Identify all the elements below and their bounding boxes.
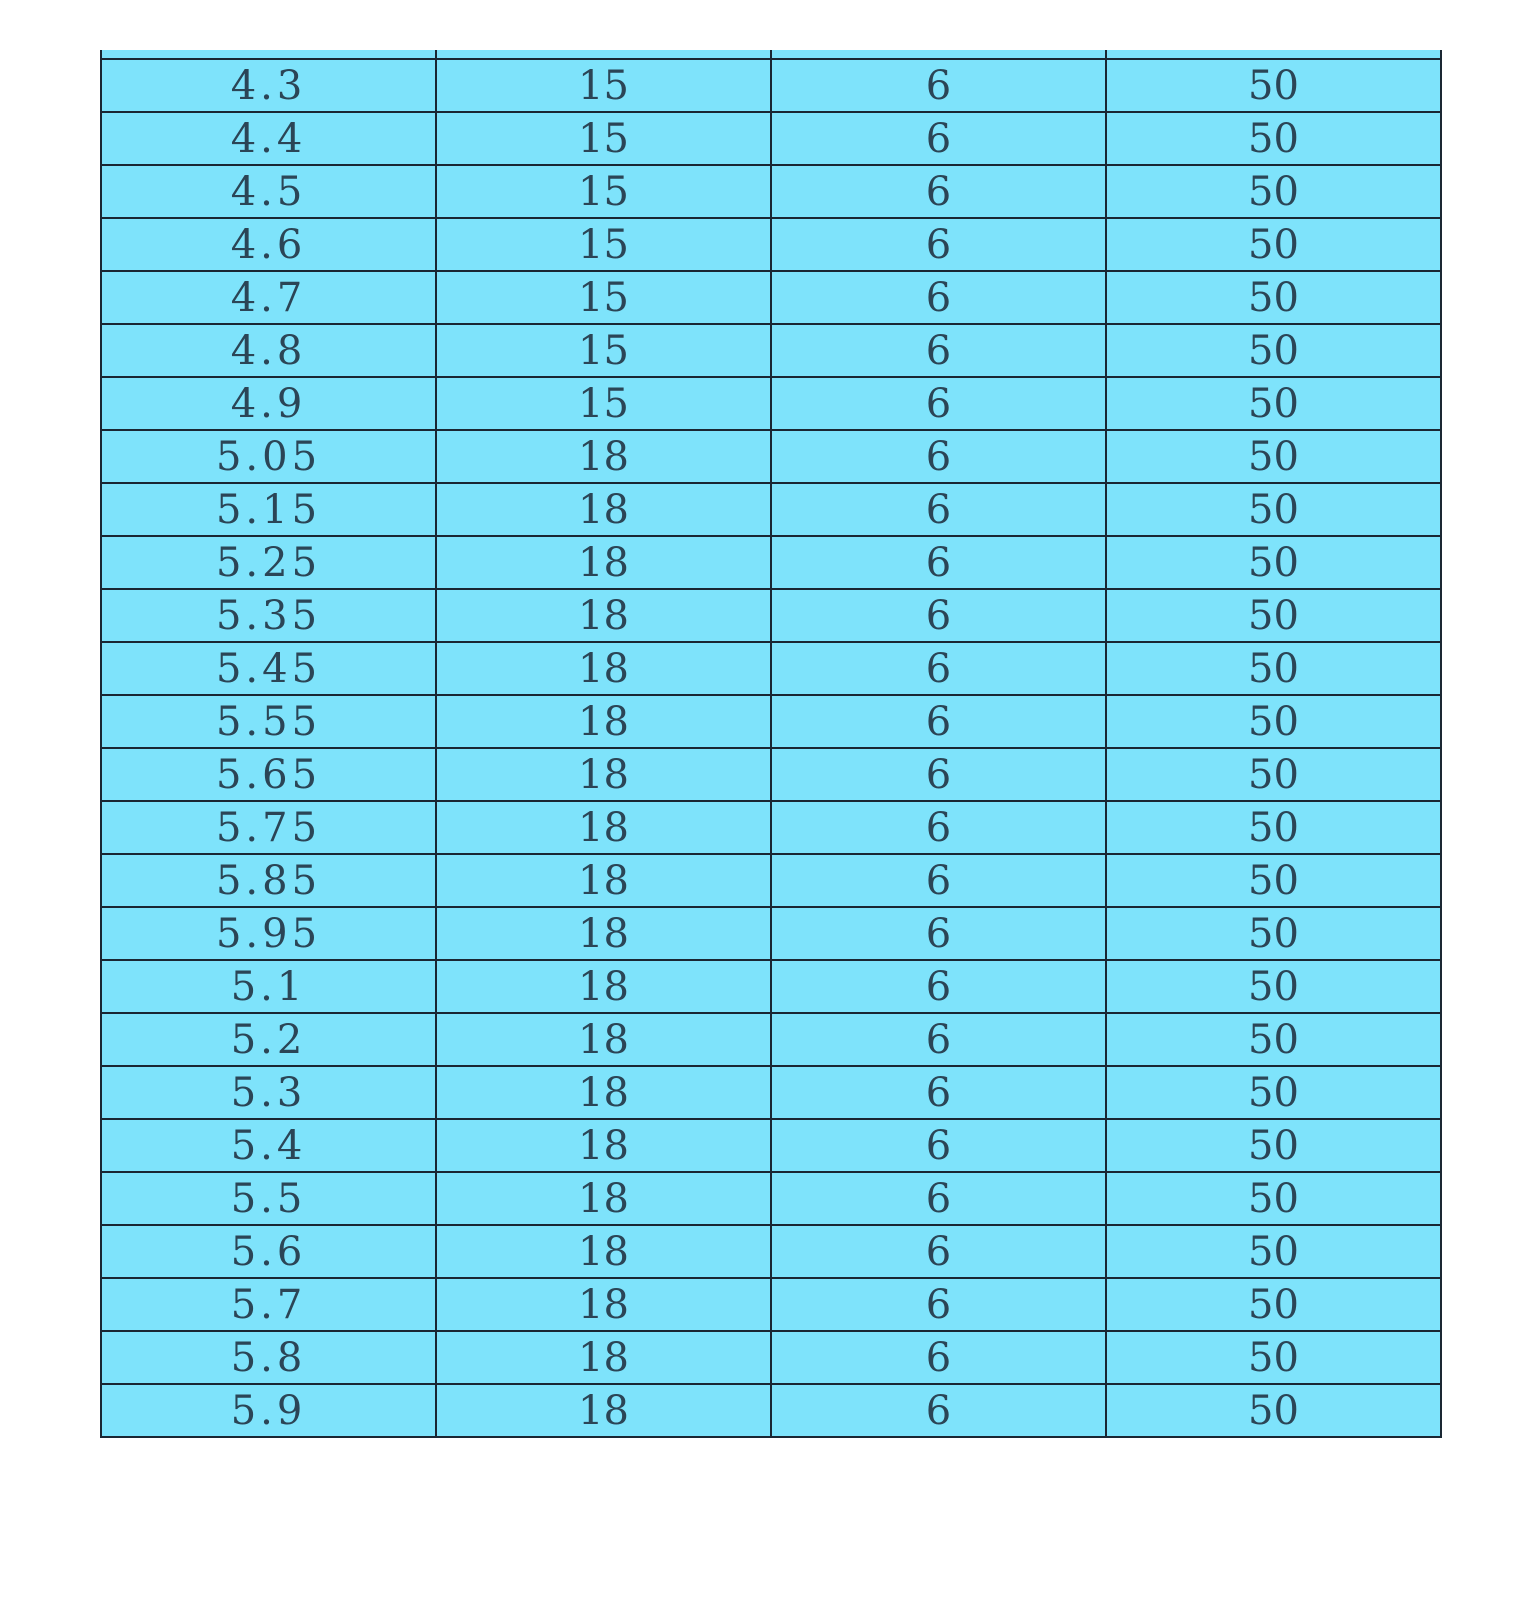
size-cell: 4.3 xyxy=(101,59,436,112)
table-cell: 6 xyxy=(771,430,1106,483)
size-cell: 5.6 xyxy=(101,1225,436,1278)
table-cell: 6 xyxy=(771,165,1106,218)
table-cell: 50 xyxy=(1106,218,1441,271)
size-cell: 5.65 xyxy=(101,748,436,801)
size-cell: 5.35 xyxy=(101,589,436,642)
table-cell: 6 xyxy=(771,1278,1106,1331)
table-cell: 6 xyxy=(771,59,1106,112)
size-cell: 5.55 xyxy=(101,695,436,748)
table-cell: 18 xyxy=(436,1172,771,1225)
size-cell: 5.7 xyxy=(101,1278,436,1331)
spec-table xyxy=(100,50,1442,1438)
table-cell: 6 xyxy=(771,854,1106,907)
table-cell: 6 xyxy=(771,1225,1106,1278)
size-cell: 5.4 xyxy=(101,1119,436,1172)
table-row xyxy=(101,1172,1441,1225)
table-row xyxy=(101,430,1441,483)
table-cell: 15 xyxy=(436,271,771,324)
table-cell: 50 xyxy=(1106,1278,1441,1331)
table-cell: 50 xyxy=(1106,112,1441,165)
table-row xyxy=(101,1331,1441,1384)
table-cell xyxy=(101,50,436,59)
table-row xyxy=(101,271,1441,324)
table-cell: 6 xyxy=(771,483,1106,536)
table-cell: 15 xyxy=(436,112,771,165)
table-row xyxy=(101,642,1441,695)
table-cell: 15 xyxy=(436,59,771,112)
table-cell: 50 xyxy=(1106,1384,1441,1437)
table-cell: 18 xyxy=(436,854,771,907)
size-cell: 4.7 xyxy=(101,271,436,324)
table-row xyxy=(101,112,1441,165)
table-row xyxy=(101,1066,1441,1119)
table-cell: 18 xyxy=(436,1225,771,1278)
table-cell: 6 xyxy=(771,1066,1106,1119)
table-cell: 18 xyxy=(436,695,771,748)
table-cell: 6 xyxy=(771,218,1106,271)
table-body xyxy=(101,50,1441,1437)
size-cell: 4.4 xyxy=(101,112,436,165)
table-cell: 50 xyxy=(1106,1013,1441,1066)
size-cell: 5.8 xyxy=(101,1331,436,1384)
table-row xyxy=(101,1013,1441,1066)
table-row xyxy=(101,324,1441,377)
size-cell: 5.45 xyxy=(101,642,436,695)
table-row xyxy=(101,1119,1441,1172)
table-cell: 18 xyxy=(436,536,771,589)
table-cell: 18 xyxy=(436,430,771,483)
table-cell: 50 xyxy=(1106,1119,1441,1172)
table-cell: 50 xyxy=(1106,695,1441,748)
size-cell: 4.6 xyxy=(101,218,436,271)
table-cell: 18 xyxy=(436,1013,771,1066)
table-cell: 18 xyxy=(436,483,771,536)
table-row-cut-off xyxy=(101,50,1441,59)
table-cell: 50 xyxy=(1106,165,1441,218)
table-cell: 6 xyxy=(771,1331,1106,1384)
table-cell: 50 xyxy=(1106,430,1441,483)
table-row xyxy=(101,801,1441,854)
table-cell: 50 xyxy=(1106,324,1441,377)
table-cell: 50 xyxy=(1106,642,1441,695)
size-cell: 5.1 xyxy=(101,960,436,1013)
table-cell: 50 xyxy=(1106,1066,1441,1119)
table-cell: 50 xyxy=(1106,1172,1441,1225)
table-cell: 50 xyxy=(1106,1225,1441,1278)
table-cell: 15 xyxy=(436,377,771,430)
table-cell: 6 xyxy=(771,695,1106,748)
table-row xyxy=(101,1384,1441,1437)
table-cell: 6 xyxy=(771,1172,1106,1225)
table-row xyxy=(101,960,1441,1013)
table-cell: 6 xyxy=(771,801,1106,854)
table-cell: 15 xyxy=(436,218,771,271)
size-cell: 5.25 xyxy=(101,536,436,589)
table-cell: 18 xyxy=(436,1278,771,1331)
table-cell: 15 xyxy=(436,324,771,377)
table-cell: 6 xyxy=(771,960,1106,1013)
table-row xyxy=(101,536,1441,589)
table-cell: 50 xyxy=(1106,1331,1441,1384)
size-cell: 5.05 xyxy=(101,430,436,483)
table-cell: 6 xyxy=(771,589,1106,642)
table-row xyxy=(101,165,1441,218)
table-row xyxy=(101,1225,1441,1278)
table-row xyxy=(101,854,1441,907)
table-cell: 50 xyxy=(1106,377,1441,430)
size-cell: 4.9 xyxy=(101,377,436,430)
table-cell: 6 xyxy=(771,271,1106,324)
table-row xyxy=(101,695,1441,748)
table-cell: 6 xyxy=(771,748,1106,801)
size-cell: 5.9 xyxy=(101,1384,436,1437)
table-cell: 6 xyxy=(771,642,1106,695)
table-cell: 18 xyxy=(436,1331,771,1384)
table-cell xyxy=(436,50,771,59)
size-cell: 4.8 xyxy=(101,324,436,377)
table-cell: 50 xyxy=(1106,271,1441,324)
table-cell: 50 xyxy=(1106,960,1441,1013)
table-cell: 6 xyxy=(771,1119,1106,1172)
table-cell xyxy=(771,50,1106,59)
table-row xyxy=(101,748,1441,801)
size-cell: 5.3 xyxy=(101,1066,436,1119)
table-cell: 18 xyxy=(436,1384,771,1437)
table-cell: 50 xyxy=(1106,59,1441,112)
table-cell: 50 xyxy=(1106,748,1441,801)
table-cell: 50 xyxy=(1106,907,1441,960)
size-cell: 5.2 xyxy=(101,1013,436,1066)
table-cell: 18 xyxy=(436,642,771,695)
table-cell: 50 xyxy=(1106,483,1441,536)
table-cell: 18 xyxy=(436,801,771,854)
table-row xyxy=(101,377,1441,430)
table-cell: 50 xyxy=(1106,536,1441,589)
table-cell: 6 xyxy=(771,536,1106,589)
table-cell: 18 xyxy=(436,960,771,1013)
table-row xyxy=(101,59,1441,112)
table-cell: 18 xyxy=(436,1066,771,1119)
table-cell: 18 xyxy=(436,1119,771,1172)
table-row xyxy=(101,589,1441,642)
table-cell: 50 xyxy=(1106,854,1441,907)
table-row xyxy=(101,907,1441,960)
size-cell: 4.5 xyxy=(101,165,436,218)
size-cell: 5.95 xyxy=(101,907,436,960)
table-cell: 18 xyxy=(436,589,771,642)
size-cell: 5.85 xyxy=(101,854,436,907)
table-cell: 6 xyxy=(771,1013,1106,1066)
table-cell xyxy=(1106,50,1441,59)
table-cell: 50 xyxy=(1106,589,1441,642)
table-cell: 18 xyxy=(436,748,771,801)
table-cell: 6 xyxy=(771,324,1106,377)
table-row xyxy=(101,218,1441,271)
table-cell: 18 xyxy=(436,907,771,960)
table-cell: 6 xyxy=(771,907,1106,960)
size-cell: 5.15 xyxy=(101,483,436,536)
table-cell: 6 xyxy=(771,377,1106,430)
table-cell: 6 xyxy=(771,1384,1106,1437)
table-cell: 15 xyxy=(436,165,771,218)
table-cell: 6 xyxy=(771,112,1106,165)
table-row xyxy=(101,1278,1441,1331)
size-cell: 5.75 xyxy=(101,801,436,854)
size-cell: 5.5 xyxy=(101,1172,436,1225)
table-row xyxy=(101,483,1441,536)
table-cell: 50 xyxy=(1106,801,1441,854)
